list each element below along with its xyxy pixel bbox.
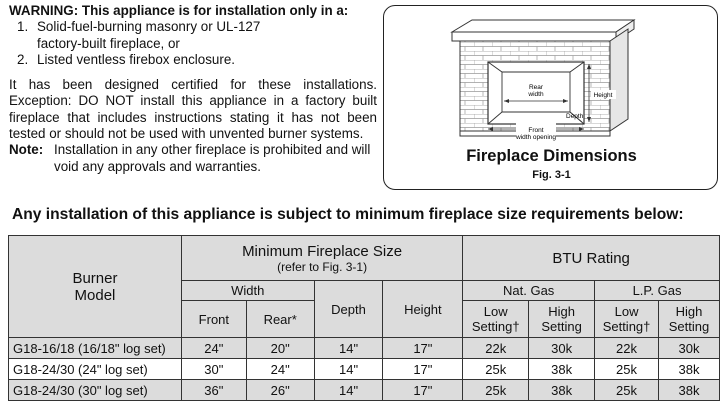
lp-gas-header: L.P. Gas	[595, 281, 720, 301]
note-label: Note:	[9, 142, 44, 158]
list-number: 1.	[17, 19, 29, 35]
warning-paragraph: It has been designed certified for these installations. Exception: DO NOT install this appliance in a factory built fireplace that includes instructions stating it has not been tested or should not be used with unvented burner systems.	[9, 77, 377, 142]
table-row: G18-16/18 (16/18" log set) 24" 20" 14" 17" 22k 30k 22k 30k	[9, 338, 720, 359]
lp-high-header: High Setting	[659, 301, 720, 338]
fireplace-size-table	[8, 235, 720, 401]
table-row: G18-24/30 (24" log set) 30" 24" 14" 17" 25k 38k 25k 38k	[9, 359, 720, 380]
list-number: 2.	[17, 51, 29, 67]
btu-header: BTU Rating	[463, 236, 720, 281]
list-item-line: Listed ventless firebox enclosure.	[37, 51, 235, 67]
fireplace-side	[610, 29, 628, 131]
list-item-line: Solid-fuel-burning masonry or UL-127	[37, 19, 261, 35]
burner-model-header: Burner Model	[9, 236, 182, 338]
fireplace-diagram	[384, 6, 719, 146]
figure-title: Fireplace Dimensions	[466, 147, 637, 165]
depth-label: Depth	[566, 113, 584, 120]
height-label: Height	[593, 92, 613, 99]
note-text: Installation in any other fireplace is prohibited and will void any approvals and warranties.	[54, 142, 371, 174]
nat-high-header: High Setting	[529, 301, 595, 338]
front-label: Front	[528, 127, 544, 134]
rear-label: Rear	[528, 84, 544, 91]
warning-list	[9, 19, 377, 68]
mantel-top	[452, 20, 634, 32]
list-item	[9, 52, 377, 68]
mantel-front	[452, 32, 616, 41]
lp-low-header: Low Setting†	[595, 301, 659, 338]
nat-low-header: Low Setting†	[463, 301, 529, 338]
figure-box	[383, 5, 718, 190]
width-header: Width	[181, 281, 314, 301]
nat-gas-header: Nat. Gas	[463, 281, 595, 301]
table-row: G18-24/30 (30" log set) 36" 26" 14" 17" 25k 38k 25k 38k	[9, 380, 720, 401]
warning-title: WARNING: This appliance is for installation only in a:	[9, 3, 349, 18]
rear-header: Rear*	[246, 301, 314, 338]
figure-caption: Fig. 3-1	[532, 169, 571, 181]
warning-block	[9, 3, 377, 175]
requirements-headline: Any installation of this appliance is subject to minimum fireplace size requirements below:	[12, 206, 684, 223]
depth-header: Depth	[314, 281, 383, 338]
front-header: Front	[181, 301, 246, 338]
front-width-label: width opening	[515, 134, 557, 141]
min-size-header: Minimum Fireplace Size (refer to Fig. 3-1)	[181, 236, 462, 281]
height-header: Height	[383, 281, 463, 338]
list-item	[9, 19, 377, 52]
rear-width-label: width	[528, 91, 544, 98]
list-item-line: factory-built fireplace, or	[37, 35, 180, 51]
warning-note	[9, 142, 377, 175]
